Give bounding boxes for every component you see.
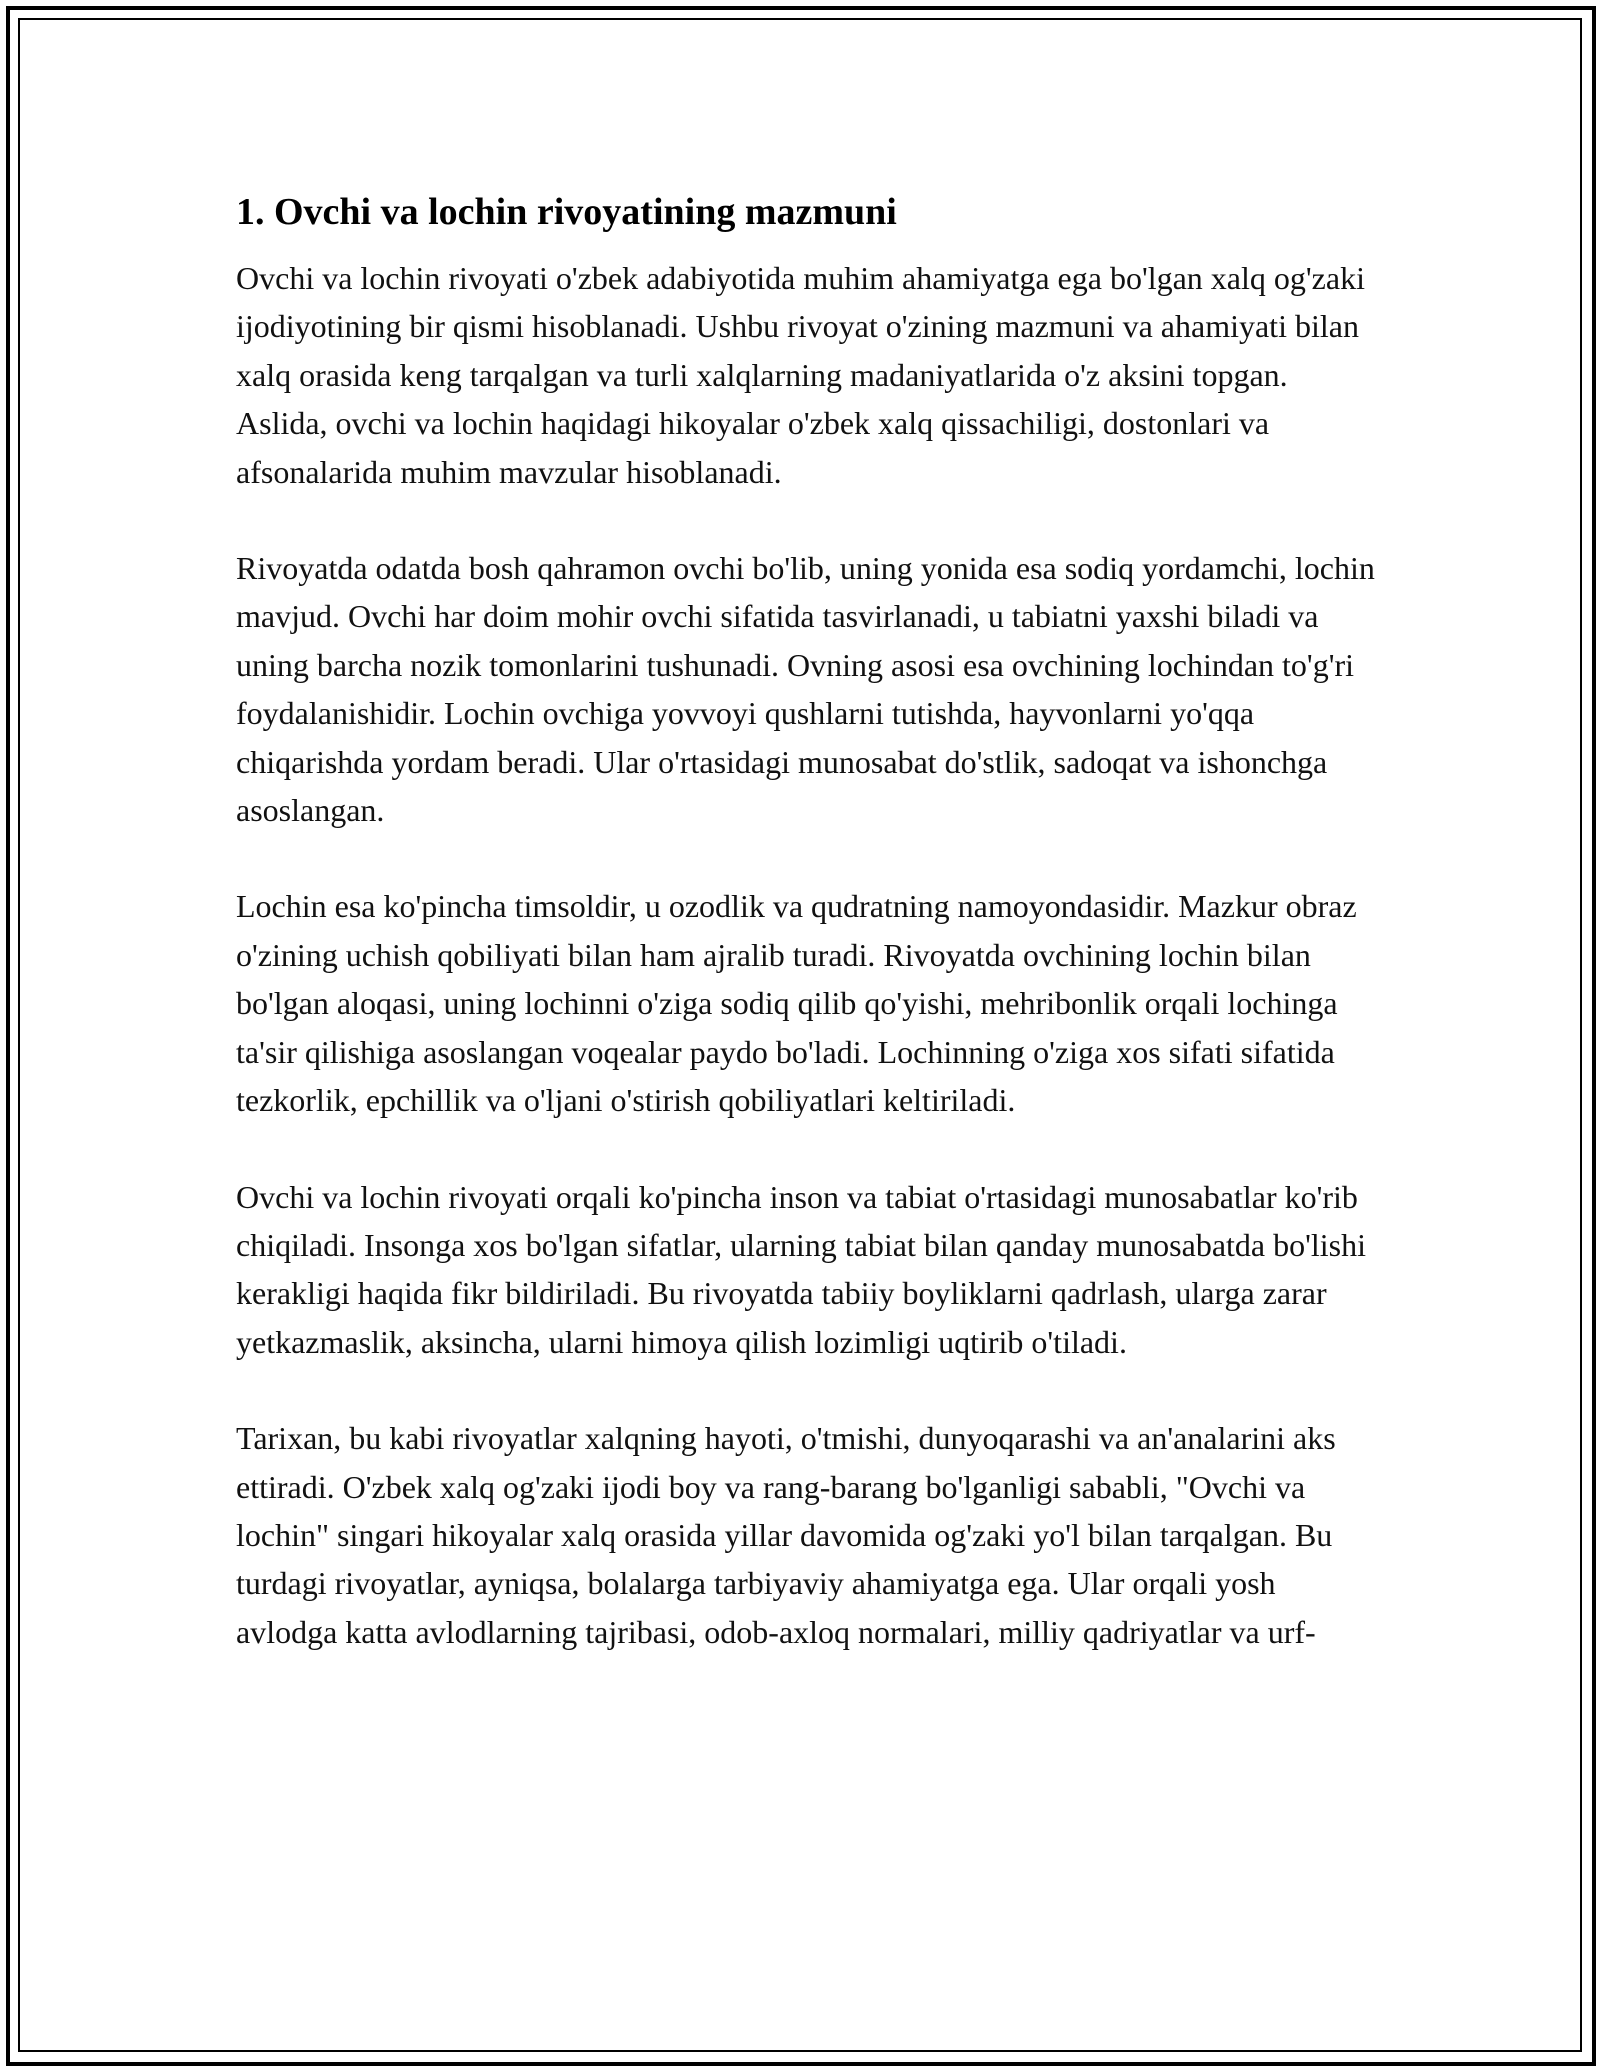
paragraph-3: Lochin esa ko'pincha timsoldir, u ozodlik va qudratning namoyondasidir. Mazkur obraz o'zining uchish qobiliyati bilan ham ajralib turadi. Rivoyatda ovchining lochin bilan bo'lgan aloqasi, uning lochinni o'ziga sodiq qilib qo'yishi, mehribonlik orqali lochinga ta'sir qilishiga asoslangan voqealar paydo bo'ladi. Lochinning o'ziga xos sifati sifatida tezkorlik, epchillik va o'ljani o'stirish qobiliyatlari keltiriladi. [236,888,1357,1119]
paragraph-5: Tarixan, bu kabi rivoyatlar xalqning hayoti, o'tmishi, dunyoqarashi va an'analarini aks ettiradi. O'zbek xalq og'zaki ijodi boy va rang-barang bo'lganligi sababli, "Ovchi va lochin" singari hikoyalar xalq orasida yillar davomida og'zaki yo'l bilan tarqalgan. Bu turdagi rivoyatlar, ayniqsa, bolalarga tarbiyaviy ahamiyatga ega. Ular orqali yosh avlodga katta avlodlarning tajribasi, odob-axloq normalari, milliy qadriyatlar va urf- [236,1420,1336,1650]
paragraph-2: Rivoyatda odatda bosh qahramon ovchi bo'lib, uning yonida esa sodiq yordamchi, lochin mavjud. Ovchi har doim mohir ovchi sifatida tasvirlanadi, u tabiatni yaxshi biladi va uning barcha nozik tomonlarini tushunadi. Ovning asosi esa ovchining lochindan to'g'ri foydalanishidir. Lochin ovchiga yovvoyi qushlarni tutishda, hayvonlarni yo'qqa chiqarishda yordam beradi. Ular o'rtasidagi munosabat do'stlik, sadoqat va ishonchga asoslangan. [236,550,1375,829]
section-heading: 1. Ovchi va lochin rivoyatining mazmuni [236,191,897,233]
document-body [236,184,1376,1704]
paragraph-1: Ovchi va lochin rivoyati o'zbek adabiyotida muhim ahamiyatga ega bo'lgan xalq og'zaki ijodiyotining bir qismi hisoblanadi. Ushbu rivoyat o'zining mazmuni va ahamiyati bilan xalq orasida keng tarqalgan va turli xalqlarning madaniyatlarida o'z aksini topgan. Aslida, ovchi va lochin haqidagi hikoyalar o'zbek xalq qissachiligi, dostonlari va afsonalarida muhim mavzular hisoblanadi. [236,260,1365,490]
paragraph-4: Ovchi va lochin rivoyati orqali ko'pincha inson va tabiat o'rtasidagi munosabatlar ko'rib chiqiladi. Insonga xos bo'lgan sifatlar, ularning tabiat bilan qanday munosabatda bo'lishi kerakligi haqida fikr bildiriladi. Bu rivoyatda tabiiy boyliklarni qadrlash, ularga zarar yetkazmaslik, aksincha, ularni himoya qilish lozimligi uqtirib o'tiladi. [236,1178,1366,1360]
